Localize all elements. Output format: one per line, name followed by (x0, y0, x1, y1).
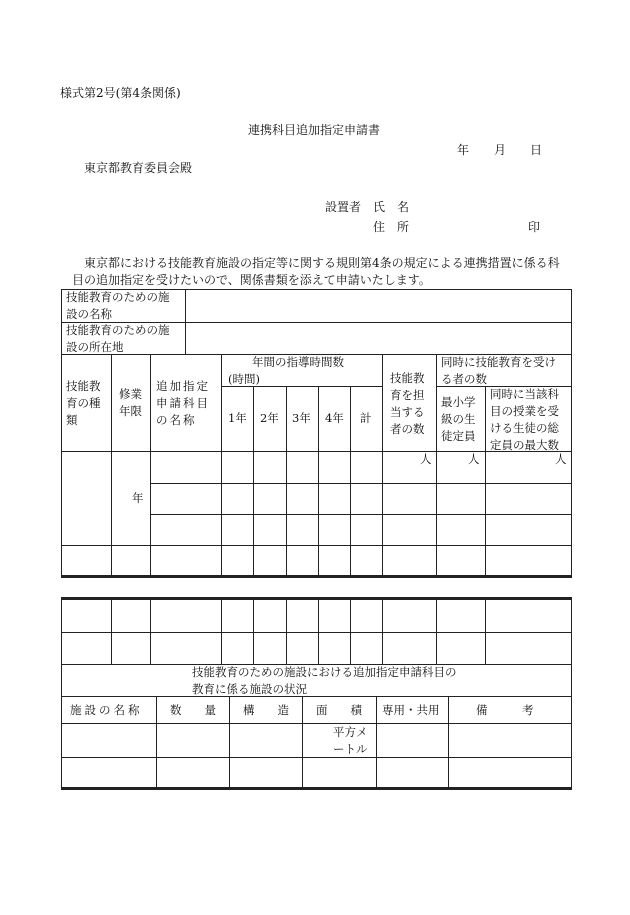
document-title: 連携科目追加指定申請書 (248, 123, 381, 137)
header-usage: 専用・共用 (382, 703, 440, 717)
unit-person-min: 人 (468, 452, 480, 466)
body-text-line2: 目の追加指定を受けたいので、関係書類を添えて申請いたします。 (72, 273, 431, 287)
facility-name-label: 技能教育のための施 設の名称 (66, 290, 170, 321)
area-unit: 平方メ ートル (333, 725, 368, 756)
hours-col-4: 4年 (325, 411, 344, 425)
col-header-max-students: 同時に当該科 目の授業を受 ける生徒の総 定員の最大数 (490, 387, 559, 452)
date-month: 月 (494, 143, 507, 157)
col-header-teachers: 技能教 育を担 当する 者の数 (390, 371, 425, 436)
col-header-subject: 追加指定 申請科目 の名称 (156, 379, 210, 427)
seal-mark: 印 (528, 220, 541, 234)
header-structure: 構 造 (243, 703, 289, 717)
hours-col-1: 1年 (228, 411, 247, 425)
founder-name-label: 氏 名 (373, 200, 410, 214)
date-day: 日 (530, 143, 543, 157)
table1-bottom-border (61, 575, 572, 578)
founder-address-label: 住 所 (373, 220, 410, 234)
table2-top-border (61, 597, 572, 600)
hours-col-2: 2年 (260, 411, 279, 425)
unit-person-teachers: 人 (420, 452, 432, 466)
date-year: 年 (457, 143, 470, 157)
table2-bottom-border (61, 787, 572, 790)
hours-col-total: 計 (360, 411, 372, 425)
form-number: 様式第2号(第4条関係) (60, 86, 181, 100)
founder-role: 設置者 (325, 200, 362, 214)
col-header-type: 技能教 育の種 類 (66, 379, 101, 427)
header-area: 面 積 (316, 703, 362, 717)
header-remarks: 備 考 (476, 703, 534, 717)
addressee: 東京都教育委員会殿 (84, 161, 193, 175)
unit-year: 年 (132, 491, 144, 505)
hours-col-3: 3年 (292, 411, 311, 425)
col-header-students: 同時に技能教育を受け る者の数 (441, 355, 556, 386)
header-quantity: 数 量 (170, 703, 216, 717)
facility-address-label: 技能教育のための施 設の所在地 (66, 323, 170, 354)
body-text-line1: 東京都における技能教育施設の指定等に関する規則第4条の規定による連携措置に係る科 (84, 256, 560, 270)
col-header-years: 修業 年限 (119, 387, 142, 418)
col-header-min-class: 最小学 級の生 徒定員 (441, 395, 476, 443)
header-facility-name: 施設の名称 (70, 703, 143, 717)
facility-status-title: 技能教育のための施設における追加指定申請科目の 教育に係る施設の状況 (192, 665, 457, 696)
col-header-hours: 年間の指導時間数 (時間) (228, 355, 344, 386)
unit-person-max: 人 (555, 452, 567, 466)
